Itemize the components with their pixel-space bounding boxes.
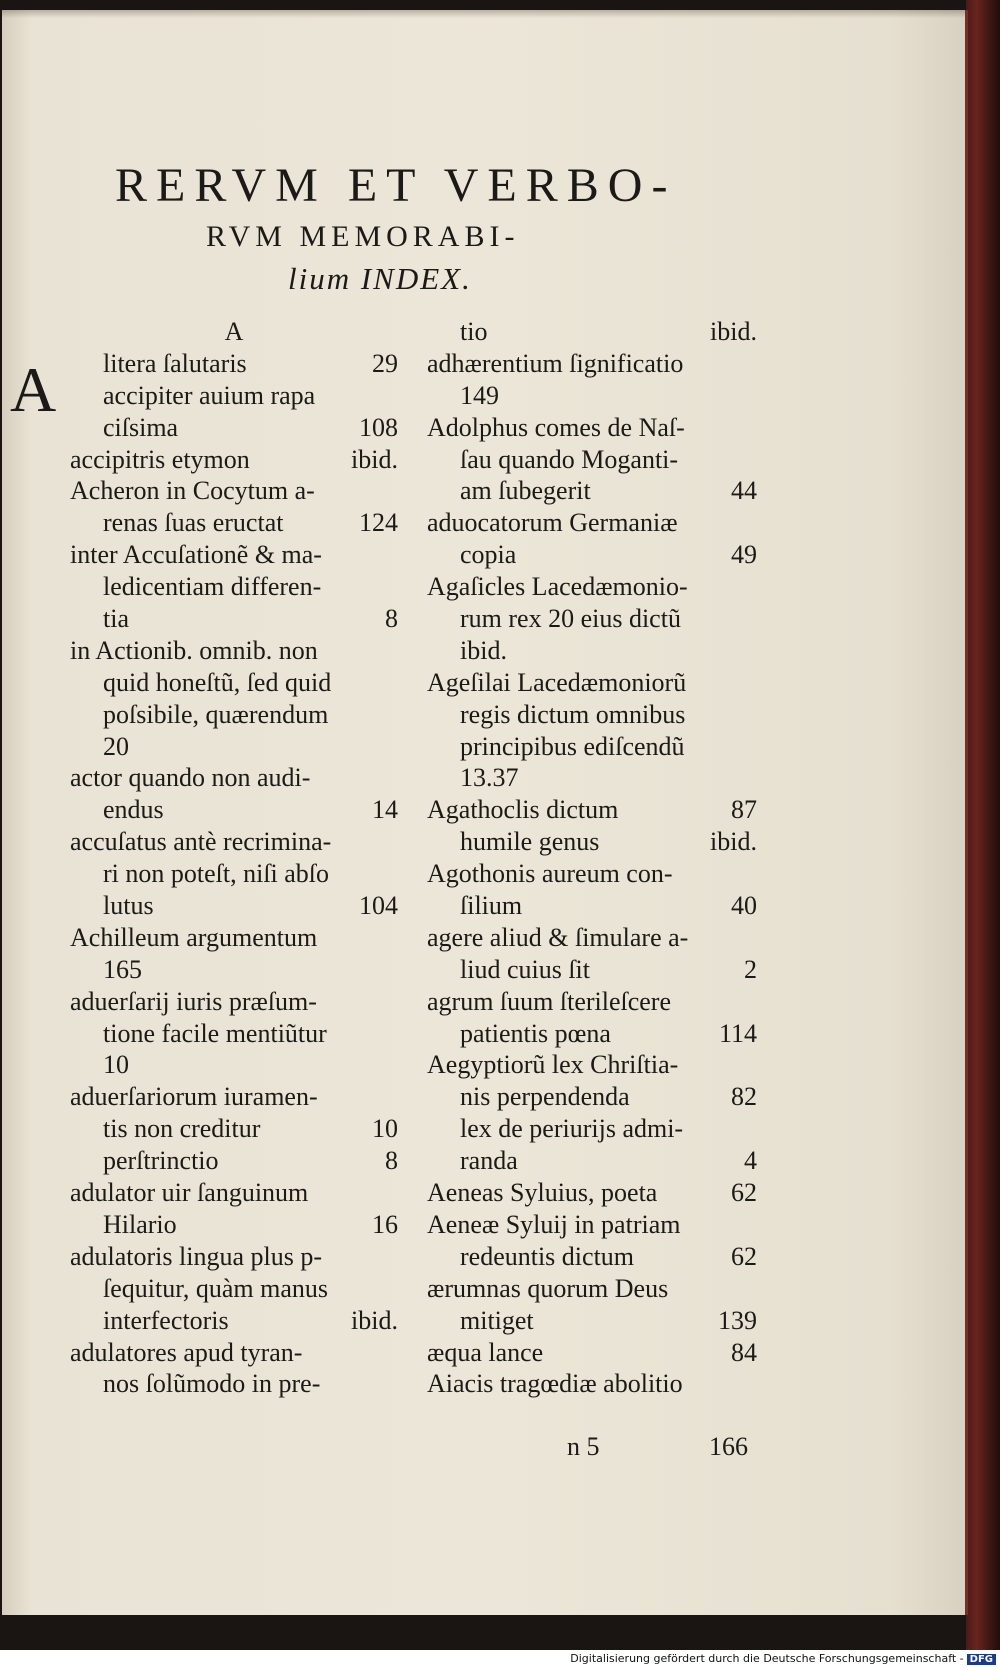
- entry-text: aduocatorum Germaniæ: [427, 508, 678, 538]
- entry-text: ri non poteſt, niſi abſo: [103, 859, 330, 889]
- index-entry-line: [70, 794, 398, 826]
- index-entry-line: [70, 858, 398, 890]
- entry-page-ref: ibid.: [710, 317, 757, 346]
- index-title-line-1: RERVM ET VERBO-: [115, 159, 677, 212]
- entry-text: æqua lance: [427, 1337, 544, 1367]
- entry-text: Aeneas Syluius, poeta: [427, 1178, 658, 1208]
- entry-text: lex de periurijs admi-: [460, 1114, 684, 1144]
- entry-page-ref: 8: [385, 604, 398, 634]
- entry-text: poſsibile, quærendum: [103, 699, 329, 729]
- index-entry-line: [70, 348, 398, 380]
- index-column-right: [427, 316, 757, 1400]
- index-entry-line: [70, 922, 398, 954]
- index-entry-line: [427, 794, 757, 826]
- entry-text: rum rex 20 eius dictũ: [460, 604, 681, 634]
- index-entry-line: [70, 1113, 398, 1145]
- index-entry-line: [70, 444, 398, 476]
- entry-text: humile genus: [460, 827, 600, 857]
- index-entry-line: [70, 890, 398, 922]
- index-entry-line: [427, 380, 757, 412]
- index-entry-line: [427, 667, 757, 699]
- entry-page-ref: 104: [359, 891, 398, 921]
- entry-text: endus: [103, 795, 164, 825]
- index-entry-line: [427, 1113, 757, 1145]
- index-entry-line: [427, 1337, 757, 1369]
- index-title-line-3: lium INDEX.: [288, 261, 472, 296]
- entry-page-ref: 40: [731, 891, 757, 921]
- index-entry-line: [70, 1049, 398, 1081]
- index-entry-line: [427, 1305, 757, 1337]
- index-entry-line: [427, 412, 757, 444]
- entry-page-ref: 139: [718, 1305, 757, 1335]
- entry-page-ref: 82: [731, 1082, 757, 1112]
- entry-text: tio: [460, 317, 488, 346]
- entry-text: Adolphus comes de Naſ-: [427, 412, 685, 442]
- index-entry-line: [70, 380, 398, 412]
- index-entry-line: [70, 1145, 398, 1177]
- entry-text: patientis pœna: [460, 1018, 611, 1048]
- index-entry-line: [70, 826, 398, 858]
- entry-text: adulatores apud tyran-: [70, 1337, 303, 1367]
- entry-text: inter Accuſationẽ & ma-: [70, 540, 322, 570]
- index-entry-line: [427, 507, 757, 539]
- entry-text: lutus: [103, 891, 154, 921]
- entry-page-ref: 49: [731, 540, 757, 570]
- entry-text: 10: [103, 1050, 129, 1080]
- entry-page-ref: 62: [731, 1241, 757, 1271]
- entry-text: Agothonis aureum con-: [427, 859, 673, 889]
- index-entry-line: [70, 571, 398, 603]
- index-entry-line: [70, 1273, 398, 1305]
- entry-text: 13.37: [460, 763, 519, 793]
- entry-text: ſau quando Moganti-: [460, 444, 679, 474]
- entry-page-ref: 29: [372, 348, 398, 378]
- entry-text: accuſatus antè recrimina-: [70, 827, 332, 857]
- entry-text: litera ſalutaris: [103, 348, 247, 378]
- entry-page-ref: 8: [385, 1146, 398, 1176]
- entry-text: accipiter auium rapa: [103, 380, 316, 410]
- entry-text: principibus ediſcendũ: [460, 731, 685, 761]
- index-entry-line: [70, 539, 398, 571]
- section-letter: A: [224, 317, 244, 346]
- index-entry-line: [70, 1209, 398, 1241]
- index-entry-line: [70, 1018, 398, 1050]
- index-entry-line: [427, 1177, 757, 1209]
- entry-text: Acheron in Cocytum a-: [70, 476, 315, 506]
- entry-text: perſtrinctio: [103, 1146, 219, 1176]
- entry-text: aduerſarij iuris præſum-: [70, 986, 317, 1016]
- index-entry-line: [70, 1368, 398, 1400]
- entry-text: adhærentium ſignificatio: [427, 348, 684, 378]
- entry-text: ſilium: [460, 891, 523, 921]
- index-entry-line: [427, 858, 757, 890]
- entry-text: am ſubegerit: [460, 476, 591, 506]
- entry-page-ref: ibid.: [351, 444, 398, 474]
- entry-text: renas ſuas eructat: [103, 508, 284, 538]
- index-entry-line: [427, 954, 757, 986]
- entry-page-ref: 84: [731, 1337, 757, 1367]
- index-entry-line: [427, 1018, 757, 1050]
- index-entry-line: [427, 1273, 757, 1305]
- index-entry-line: [70, 731, 398, 763]
- index-entry-line: [427, 1081, 757, 1113]
- entry-text: Aegyptiorũ lex Chriſtia-: [427, 1050, 679, 1080]
- entry-text: nis perpendenda: [460, 1082, 630, 1112]
- index-entry-line: [427, 731, 757, 763]
- entry-text: tione facile mentiũtur: [103, 1018, 327, 1048]
- entry-page-ref: ibid.: [351, 1305, 398, 1335]
- index-entry-line: [70, 412, 398, 444]
- entry-text: mitiget: [460, 1305, 534, 1335]
- drop-cap: A: [10, 354, 57, 425]
- entry-text: agere aliud & ſimulare a-: [427, 922, 689, 952]
- entry-text: Ageſilai Lacedæmoniorũ: [427, 667, 687, 697]
- entry-text: in Actionib. omnib. non: [70, 635, 318, 665]
- index-entry-line: [427, 826, 757, 858]
- index-entry-line: [427, 475, 757, 507]
- index-entry-line: [70, 1305, 398, 1337]
- entry-text: Aeneæ Syluij in patriam: [427, 1209, 681, 1239]
- index-entry-line: [427, 348, 757, 380]
- entry-text: ærumnas quorum Deus: [427, 1273, 669, 1303]
- index-entry-line: [427, 635, 757, 667]
- index-entry-line: [70, 1177, 398, 1209]
- index-entry-line: [70, 1337, 398, 1369]
- entry-text: liud cuius ſit: [460, 954, 590, 984]
- entry-text: nos ſolũmodo in pre-: [103, 1369, 321, 1399]
- entry-text: 20: [103, 731, 129, 761]
- entry-text: 165: [103, 954, 142, 984]
- entry-page-ref: 16: [372, 1209, 398, 1239]
- entry-text: Hilario: [103, 1209, 177, 1239]
- digitization-credit: [570, 1652, 996, 1665]
- index-entry-line: [427, 1209, 757, 1241]
- entry-text: ciſsima: [103, 412, 179, 442]
- index-entry-line: [70, 1241, 398, 1273]
- index-title-line-2: RVM MEMORABI-: [206, 220, 520, 253]
- index-entry-line: [70, 699, 398, 731]
- page-footer: [567, 1432, 748, 1462]
- entry-text: quid honeſtũ, ſed quid: [103, 667, 332, 697]
- entry-page-ref: 2: [744, 954, 757, 984]
- index-entry-line: [427, 986, 757, 1018]
- index-entry-line: [427, 762, 757, 794]
- entry-text: tia: [103, 604, 129, 634]
- entry-text: regis dictum omnibus: [460, 699, 686, 729]
- index-entry-line: [427, 571, 757, 603]
- index-entry-line: [70, 954, 398, 986]
- book-edge: [966, 0, 1000, 1650]
- entry-text: aduerſariorum iuramen-: [70, 1082, 318, 1112]
- index-entry-line: [70, 603, 398, 635]
- entry-page-ref: 10: [372, 1114, 398, 1144]
- index-entry-line: [70, 667, 398, 699]
- entry-text: ſequitur, quàm manus: [103, 1273, 328, 1303]
- entry-page-ref: 114: [718, 1018, 757, 1048]
- index-entry-line: [427, 1049, 757, 1081]
- entry-text: interfectoris: [103, 1305, 229, 1335]
- entry-text: Agaſicles Lacedæmonio-: [427, 572, 688, 602]
- index-entry-line: [427, 444, 757, 476]
- credit-text: Digitalisierung gefördert durch die Deutsche Forschungsgemeinschaft -: [570, 1652, 964, 1665]
- index-entry-line: [427, 699, 757, 731]
- entry-text: redeuntis dictum: [460, 1241, 635, 1271]
- signature-mark: n 5: [567, 1432, 600, 1461]
- entry-page-ref: 62: [731, 1178, 757, 1208]
- entry-page-ref: 14: [372, 795, 398, 825]
- entry-text: adulator uir ſanguinum: [70, 1178, 309, 1208]
- page-shadow: [2, 10, 965, 18]
- entry-text: copia: [460, 540, 517, 570]
- entry-text: randa: [460, 1146, 518, 1176]
- entry-page-ref: 124: [359, 508, 398, 538]
- index-entry-line: [70, 475, 398, 507]
- entry-page-ref: 4: [744, 1146, 757, 1176]
- index-entry-line: [427, 603, 757, 635]
- index-entry-line: [427, 1145, 757, 1177]
- entry-text: ibid.: [460, 635, 507, 665]
- entry-text: agrum ſuum ſterileſcere: [427, 986, 672, 1016]
- index-entry-line: [427, 1241, 757, 1273]
- index-entry-line: [70, 507, 398, 539]
- entry-text: accipitris etymon: [70, 444, 250, 474]
- entry-text: tis non creditur: [103, 1114, 261, 1144]
- entry-text: 149: [460, 380, 499, 410]
- index-entry-line: [427, 539, 757, 571]
- index-entry-line: [70, 762, 398, 794]
- entry-page-ref: 44: [731, 476, 757, 506]
- dfg-logo: DFG: [967, 1654, 996, 1665]
- index-entry-line: [427, 890, 757, 922]
- entry-page-ref: 108: [359, 412, 398, 442]
- index-entry-line: [427, 1368, 757, 1400]
- entry-text: Aiacis tragœdiæ abolitio: [427, 1369, 683, 1399]
- entry-text: adulatoris lingua plus p-: [70, 1241, 323, 1271]
- index-entry-line: [70, 635, 398, 667]
- entry-page-ref: ibid.: [710, 827, 757, 857]
- index-entry-line: [70, 1081, 398, 1113]
- index-column-left: [70, 316, 398, 1400]
- index-entry-line: [70, 986, 398, 1018]
- entry-page-ref: 87: [731, 795, 757, 825]
- entry-text: actor quando non audi-: [70, 763, 311, 793]
- index-entry-line: [427, 316, 757, 348]
- entry-text: ledicentiam differen-: [103, 572, 322, 602]
- index-entry-line: [427, 922, 757, 954]
- entry-text: Agathoclis dictum: [427, 795, 619, 825]
- entry-text: Achilleum argumentum: [70, 922, 318, 952]
- page-number: 166: [709, 1432, 748, 1461]
